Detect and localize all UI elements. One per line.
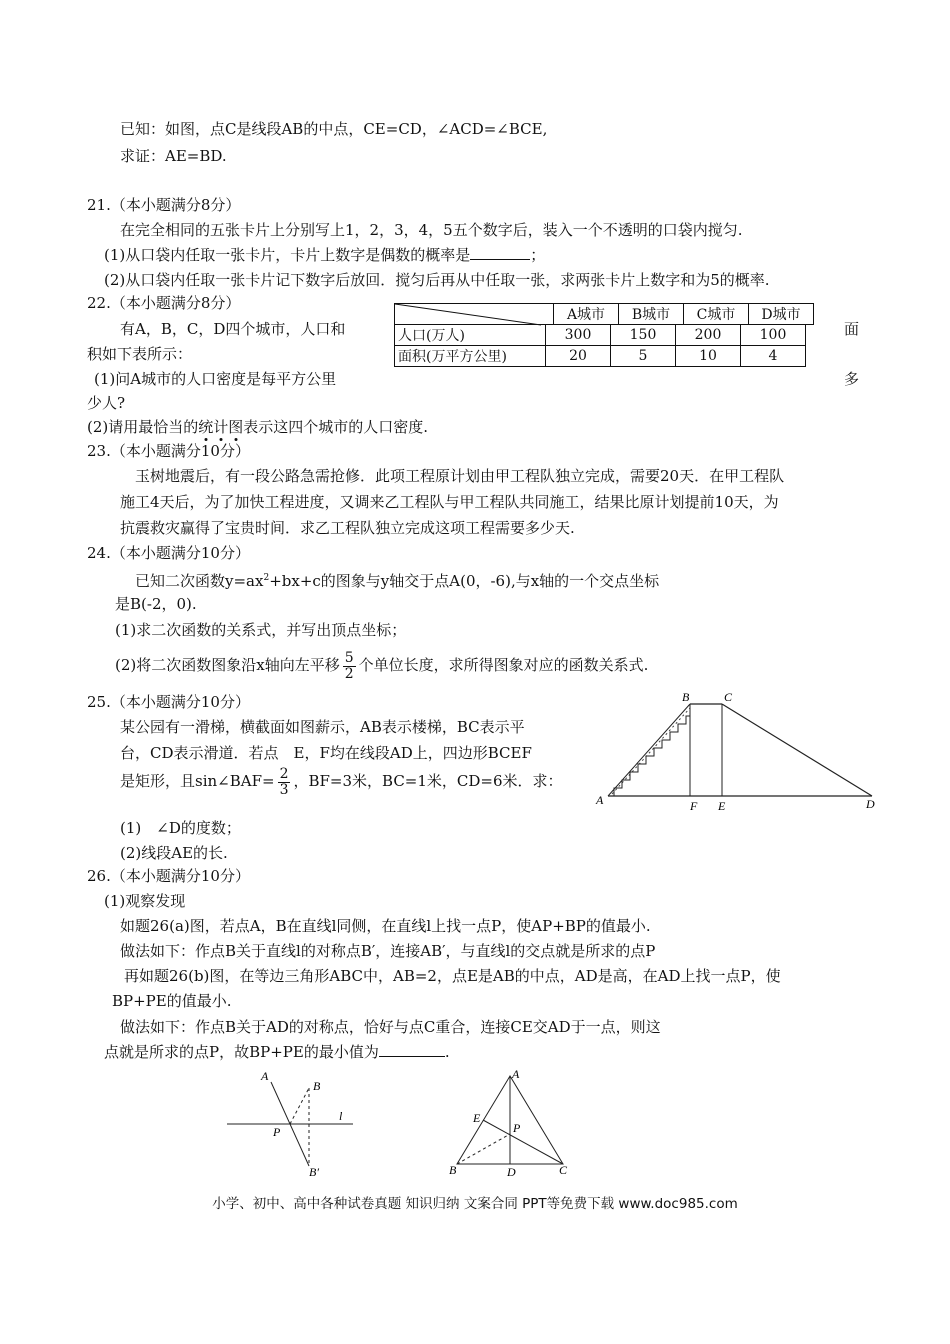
q22-part2-a: (2)请用最恰当的 [87, 418, 199, 436]
q26-line6 [104, 1042, 450, 1062]
q23-line2: 施工4天后，为了加快工程进度，又调来乙工程队与甲工程队共同施工，结果比原计划提前10天，为 [120, 493, 779, 511]
q21-header: 21.（本小题满分8分） [87, 196, 241, 214]
label-l: l [339, 1109, 343, 1123]
q24-line2: 是B(-2，0). [115, 595, 197, 613]
label-a: A [596, 793, 604, 807]
city-table-body [394, 324, 806, 367]
q21-part1 [104, 245, 545, 265]
q24-line1-a: 已知二次函数y=ax [135, 572, 264, 590]
table-header-row [395, 304, 814, 325]
figure-26b [445, 1068, 575, 1178]
label-f: F [690, 799, 698, 813]
q20-given: 已知：如图，点C是线段AB的中点，CE=CD，∠ACD=∠BCE, [120, 120, 548, 138]
table-cell: 200 [676, 325, 741, 346]
column-header: C城市 [684, 304, 749, 325]
label-b-prime: B′ [309, 1165, 319, 1179]
city-table [394, 303, 814, 325]
fraction-numerator: 2 [279, 765, 289, 782]
emphasis-char: 统 [198, 418, 214, 436]
q21-part1-end: ； [530, 246, 546, 264]
q24-line1 [135, 568, 659, 591]
table-row [395, 346, 806, 367]
table-cell: 20 [546, 346, 611, 367]
q24-part1: (1)求二次函数的关系式，并写出顶点坐标； [115, 621, 407, 639]
q22-part1-a: (1)问A城市的人口密度是每平方公里 [94, 370, 337, 388]
table-cell: 4 [741, 346, 806, 367]
label-d: D [507, 1165, 516, 1179]
label-p: P [273, 1125, 281, 1139]
diagonal-line [395, 304, 541, 325]
fraction-denominator: 2 [344, 665, 354, 682]
label-b: B [682, 690, 690, 704]
q25-line3-a: 是矩形，且sin∠BAF= [120, 772, 275, 790]
label-c: C [724, 690, 733, 704]
q25-header: 25.（本小题满分10分） [87, 693, 250, 711]
row-label: 人口(万人) [395, 325, 546, 346]
table-cell: 150 [611, 325, 676, 346]
footer-banner: 小学、初中、高中各种试卷真题 知识归纳 文案合同 PPT等免费下载 www.doc985.com [212, 1196, 738, 1212]
label-b: B [449, 1163, 457, 1177]
q26-line6-a: 点就是所求的点P，故BP+PE的最小值为 [104, 1043, 379, 1061]
slide-cd [722, 704, 872, 796]
q21-stem: 在完全相同的五张卡片上分别写上1，2，3，4，5五个数字后，装入一个不透明的口袋内搅匀. [120, 221, 743, 239]
q22-header: 22.（本小题满分8分） [87, 294, 241, 312]
column-header: B城市 [619, 304, 684, 325]
label-d: D [866, 797, 875, 811]
q22-part1-c: 少人? [87, 394, 126, 412]
exponent: 2 [263, 573, 270, 583]
q26-header: 26.（本小题满分10分） [87, 867, 250, 885]
table-cell: 300 [546, 325, 611, 346]
column-header: A城市 [554, 304, 619, 325]
answer-blank [379, 1042, 445, 1057]
q23-header: 23.（本小题满分10分） [87, 442, 250, 460]
answer-blank [470, 245, 530, 260]
q22-stem-c: 积如下表所示： [87, 345, 193, 363]
q22-part2 [87, 417, 428, 437]
q26-line4: BP+PE的值最小. [112, 992, 232, 1010]
q25-line2: 台，CD表示滑道．若点 E，F均在线段AD上，四边形BCEF [120, 744, 532, 762]
q25-line1: 某公园有一滑梯，横截面如图薪示，AB表示楼梯，BC表示平 [120, 718, 525, 736]
q22-stem-b: 面 [844, 320, 860, 338]
q25-part2: (2)线段AE的长. [120, 844, 228, 862]
q26-sub1: (1)观察发现 [104, 892, 186, 910]
table-cell: 100 [741, 325, 806, 346]
stair-line-ab [608, 704, 690, 796]
stair-steps [614, 704, 690, 796]
q24-part2 [115, 648, 648, 682]
q22-stem-a: 有A，B，C，D四个城市，人口和 [120, 320, 346, 338]
row-label: 面积(万平方公里) [395, 346, 546, 367]
q25-line3 [120, 764, 563, 798]
segment-pb [290, 1088, 309, 1124]
q20-prove: 求证：AE=BD. [120, 147, 227, 165]
q24-line1-b: +bx+c的图象与y轴交于点A(0，-6),与x轴的一个交点坐标 [269, 572, 660, 590]
column-header: D城市 [749, 304, 814, 325]
segment-bp [457, 1134, 510, 1164]
q26-line5: 做法如下：作点B关于AD的对称点，恰好与点C重合，连接CE交AD于一点，则这 [120, 1018, 661, 1036]
q24-part2-b: 个单位长度，求所得图象对应的函数关系式. [358, 656, 649, 674]
q26-line2: 做法如下：作点B关于直线l的对称点B′，连接AB′，与直线l的交点就是所求的点P [120, 942, 656, 960]
table-cell: 5 [611, 346, 676, 367]
emphasis-char: 图 [228, 418, 244, 436]
q22-part1-b: 多 [844, 370, 860, 388]
q22-part2-b: 表示这四个城市的人口密度. [243, 418, 429, 436]
label-e: E [718, 799, 726, 813]
q26-line3: 再如题26(b)图，在等边三角形ABC中，AB=2，点E是AB的中点，AD是高，在AD上找一点P，使 [124, 967, 781, 985]
table-cell: 10 [676, 346, 741, 367]
fraction [343, 651, 356, 682]
label-b: B [313, 1079, 321, 1093]
label-c: C [559, 1163, 568, 1177]
stair-dotted [612, 708, 690, 794]
fraction [278, 767, 291, 798]
q21-part1-text: (1)从口袋内任取一张卡片，卡片上数字是偶数的概率是 [104, 246, 471, 264]
q25-part1: (1) ∠D的度数； [120, 819, 241, 837]
fraction-denominator: 3 [279, 781, 289, 798]
label-p: P [513, 1121, 521, 1135]
q26-line1: 如题26(a)图，若点A，B在直线l同侧，在直线l上找一点P，使AP+BP的值最小. [120, 917, 651, 935]
fraction-numerator: 5 [344, 649, 354, 666]
emphasis-char: 计 [213, 418, 229, 436]
q25-line3-b: ，BF=3米，BC=1米，CD=6米．求： [293, 772, 563, 790]
q24-part2-a: (2)将二次函数图象沿x轴向左平移 [115, 656, 340, 674]
slide-figure [590, 690, 880, 815]
diagonal-header-cell [395, 304, 554, 325]
label-a: A [261, 1069, 269, 1083]
q26-line6-b: . [444, 1043, 450, 1061]
q24-header: 24.（本小题满分10分） [87, 544, 250, 562]
q21-part2: (2)从口袋内任取一张卡片记下数字后放回．搅匀后再从中任取一张，求两张卡片上数字和为5的概率. [104, 271, 770, 289]
label-e: E [473, 1111, 481, 1125]
figure-26a [225, 1068, 365, 1178]
q23-line3: 抗震救灾赢得了宝贵时间．求乙工程队独立完成这项工程需要多少天. [120, 519, 575, 537]
table-row [395, 325, 806, 346]
label-a: A [512, 1067, 520, 1081]
q23-line1: 玉树地震后，有一段公路急需抢修．此项工程原计划由甲工程队独立完成，需要20天．在甲工程队 [135, 467, 785, 485]
